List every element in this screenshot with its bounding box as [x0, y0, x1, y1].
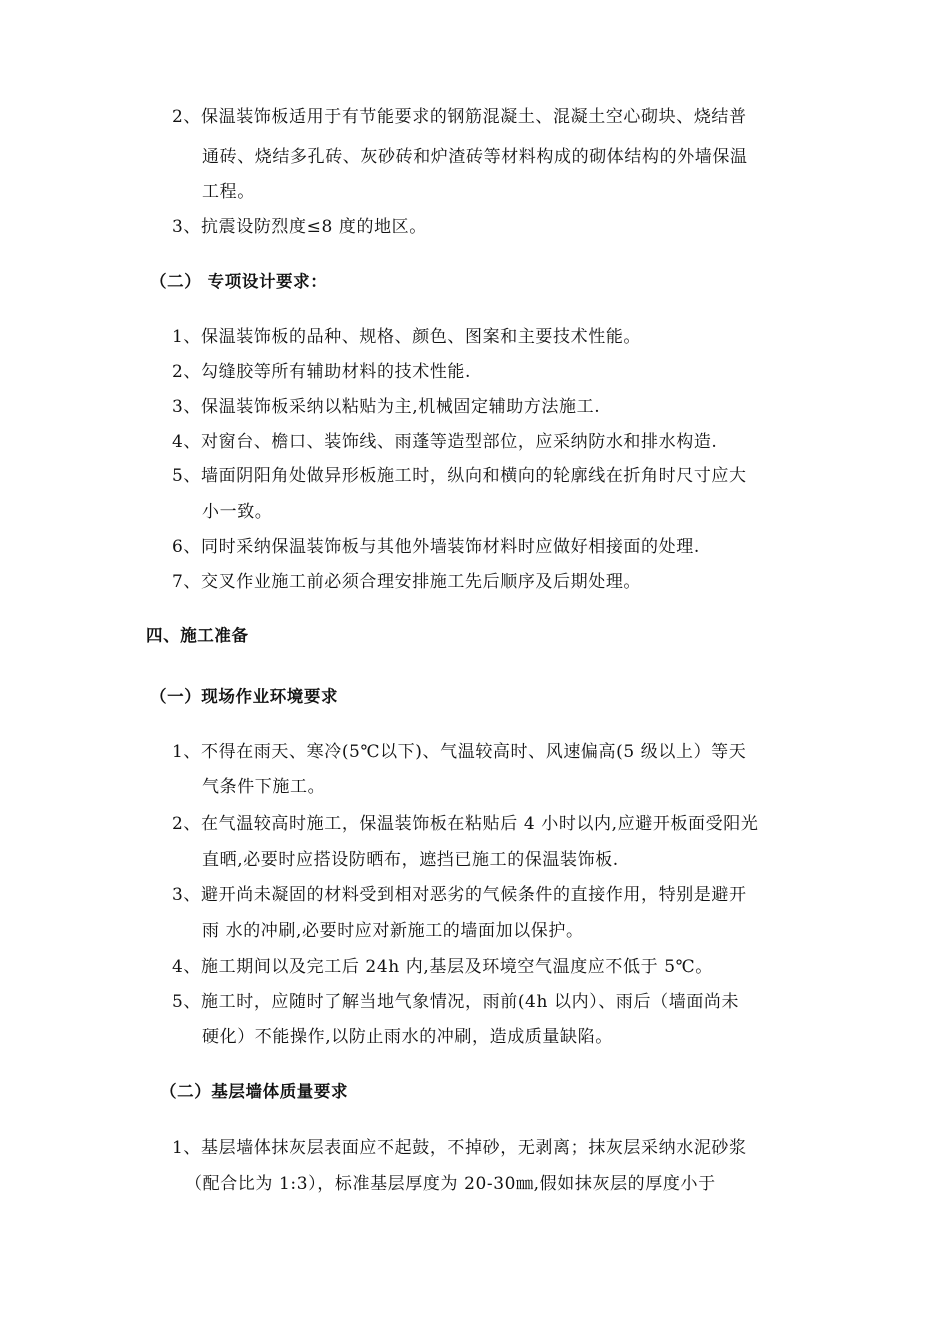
env-item-1-line-2: 气条件下施工。 — [202, 777, 326, 797]
section-heading-wall-quality: （二）基层墙体质量要求 — [160, 1082, 349, 1101]
section-heading-environment: （一）现场作业环境要求 — [150, 687, 339, 706]
env-item-3-line-2: 雨 水的冲刷,必要时应对新施工的墙面加以保护。 — [202, 921, 584, 941]
env-item-2-line-1: 2、在气温较高时施工，保温装饰板在粘贴后 4 小时以内,应避开板面受阳光 — [172, 814, 759, 834]
design-item-3: 3、保温装饰板采纳以粘贴为主,机械固定辅助方法施工. — [172, 397, 601, 417]
env-item-1-line-1: 1、不得在雨天、寒冷(5℃以下)、气温较高时、风速偏高(5 级以上）等天 — [172, 742, 747, 762]
env-item-2-line-2: 直晒,必要时应搭设防晒布，遮挡已施工的保温装饰板. — [202, 850, 619, 870]
design-item-5-line-2: 小一致。 — [202, 502, 273, 522]
section-heading-design: （二） 专项设计要求： — [150, 272, 328, 291]
design-item-1: 1、保温装饰板的品种、规格、颜色、图案和主要技术性能。 — [172, 327, 642, 347]
chapter-heading-preparation: 四、施工准备 — [146, 626, 249, 645]
intro-item-3: 3、抗震设防烈度≤8 度的地区。 — [172, 217, 427, 237]
design-item-5-line-1: 5、墙面阴阳角处做异形板施工时，纵向和横向的轮廓线在折角时尺寸应大 — [172, 466, 747, 486]
env-item-5-line-1: 5、施工时，应随时了解当地气象情况，雨前(4h 以内）、雨后（墙面尚未 — [172, 992, 740, 1012]
env-item-4: 4、施工期间以及完工后 24h 内,基层及环境空气温度应不低于 5℃。 — [172, 957, 713, 977]
wall-item-1-line-2: （配合比为 1:3），标准基层厚度为 20-30㎜,假如抹灰层的厚度小于 — [185, 1174, 716, 1194]
intro-item-2-line-2: 通砖、烧结多孔砖、灰砂砖和炉渣砖等材料构成的砌体结构的外墙保温 — [202, 147, 748, 167]
intro-item-2-line-3: 工程。 — [202, 182, 255, 202]
design-item-4: 4、对窗台、檐口、装饰线、雨蓬等造型部位，应采纳防水和排水构造. — [172, 432, 718, 452]
design-item-2: 2、勾缝胶等所有辅助材料的技术性能. — [172, 362, 472, 382]
env-item-3-line-1: 3、避开尚未凝固的材料受到相对恶劣的气候条件的直接作用，特别是避开 — [172, 885, 747, 905]
wall-item-1-line-1: 1、基层墙体抹灰层表面应不起鼓，不掉砂，无剥离；抹灰层采纳水泥砂浆 — [172, 1138, 747, 1158]
design-item-7: 7、交叉作业施工前必须合理安排施工先后顺序及后期处理。 — [172, 572, 642, 592]
design-item-6: 6、同时采纳保温装饰板与其他外墙装饰材料时应做好相接面的处理. — [172, 537, 700, 557]
env-item-5-line-2: 硬化）不能操作,以防止雨水的冲刷，造成质量缺陷。 — [202, 1027, 613, 1047]
intro-item-2-line-1: 2、保温装饰板适用于有节能要求的钢筋混凝土、混凝土空心砌块、烧结普 — [172, 107, 747, 127]
